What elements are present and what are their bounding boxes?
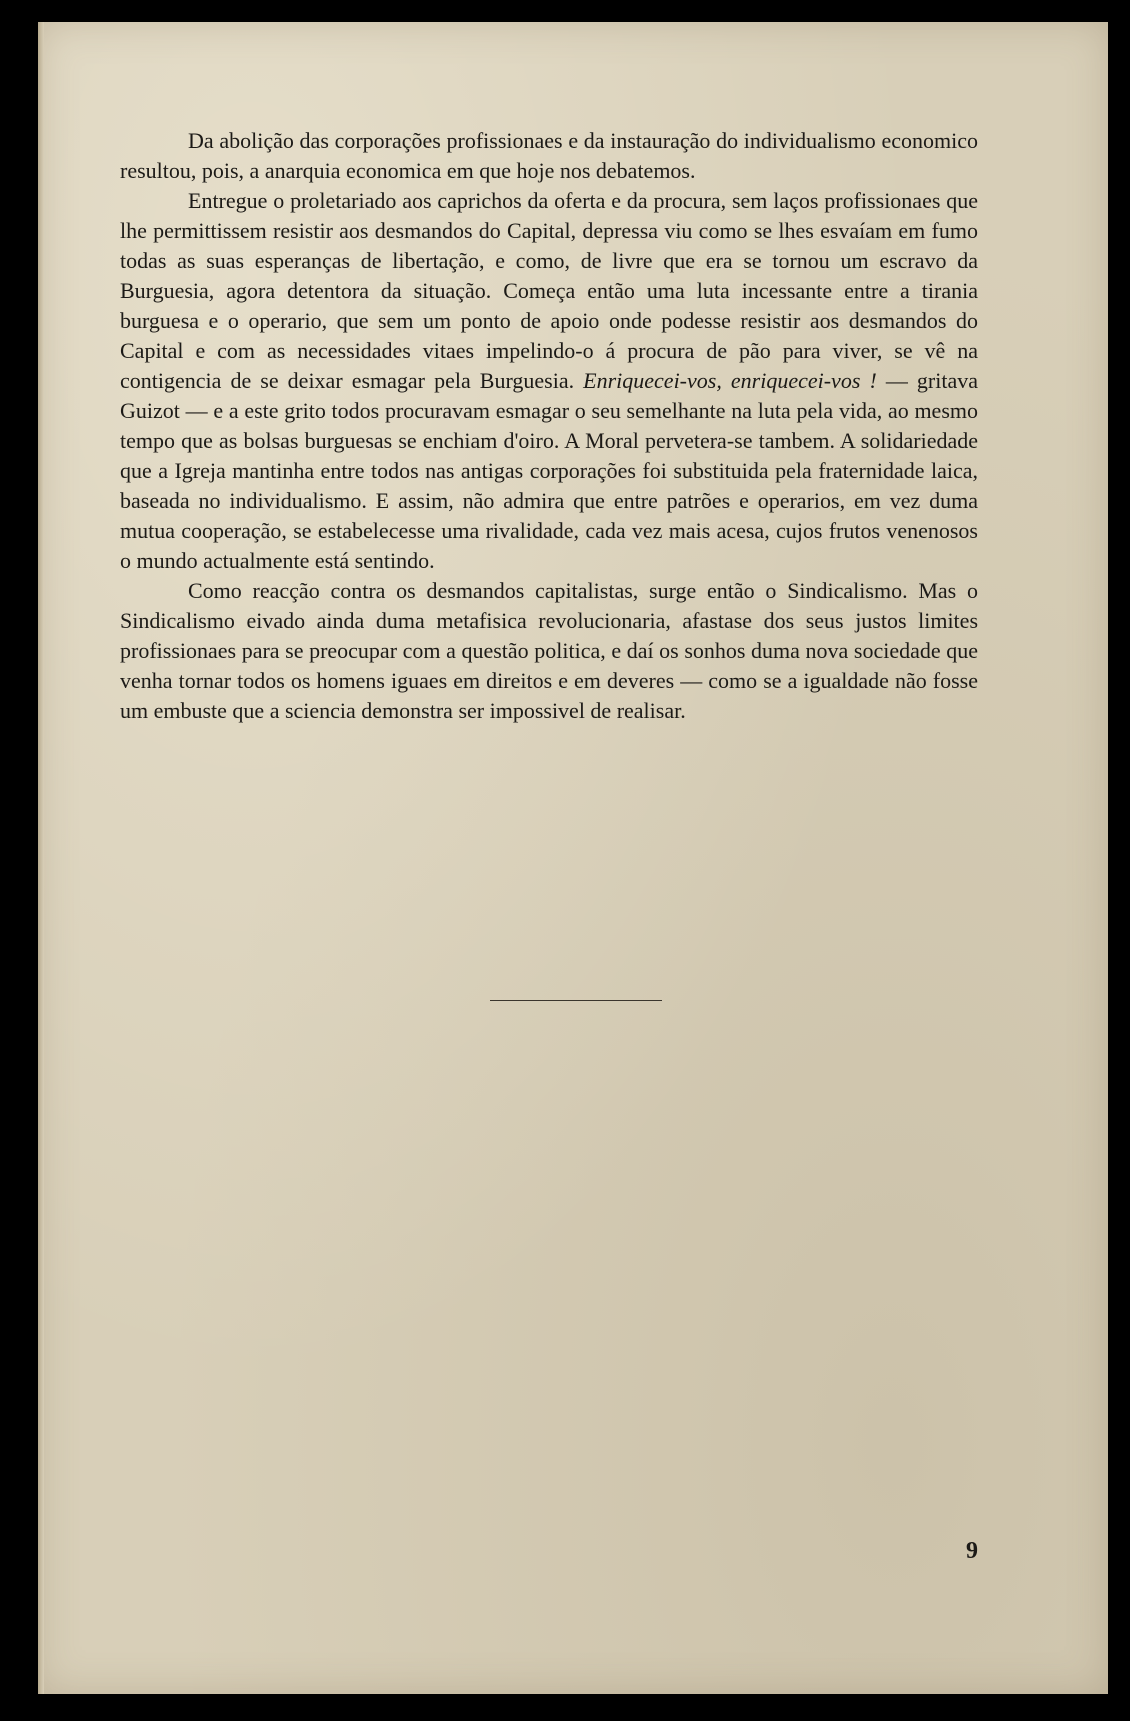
book-page (38, 22, 1108, 1694)
paragraph-2 (120, 186, 978, 576)
paragraph-3 (120, 576, 978, 726)
paragraph-2-text-a: Entregue o proletariado aos caprichos da oferta e da procura, sem laços profissionaes que lhe permittissem resistir aos desmandos do Capital, depressa viu como se lhes esvaíam em fumo todas as suas esperanças de libertação, e como, de livre que era se tornou um escravo da Burguesia, agora detentora da situação. Começa então uma luta incessante entre a tirania burguesa e o operario, que sem um ponto de apoio onde podesse resistir aos desmandos do Capital e com as necessidades vitaes impelindo-o á procura de pão para viver, se vê na contigencia de se deixar esmagar pela Burguesia. (120, 188, 978, 393)
paragraph-2-quote: Enriquecei-vos, enriquecei-vos ! (583, 368, 877, 393)
paragraph-2-text-b: — gritava Guizot — e a este grito todos procuravam esmagar o seu semelhante na luta pela vida, ao mesmo tempo que as bolsas burguesas se enchiam d'oiro. A Moral pervetera-se tambem. A solidariedade que a Igreja mantinha entre todos nas antigas corporações foi substituida pela fraternidade laica, baseada no individualismo. E assim, não admira que entre patrões e operarios, em vez duma mutua cooperação, se estabelecesse uma rivalidade, cada vez mais acesa, cujos frutos venenosos o mundo actualmente está sentindo. (120, 368, 978, 573)
paragraph-3-text: Como reacção contra os desmandos capitalistas, surge então o Sindicalismo. Mas o Sindicalismo eivado ainda duma metafisica revolucionaria, afastase dos seus justos limites profissionaes para se preocupar com a questão politica, e daí os sonhos duma nova sociedade que venha tornar todos os homens iguaes em direitos e em deveres — como se a igualdade não fosse um embuste que a sciencia demonstra ser impossivel de realisar. (120, 578, 978, 723)
page-number: 9 (966, 1538, 978, 1564)
paragraph-1 (120, 126, 978, 186)
page-gutter (38, 22, 44, 1694)
paragraph-1-text: Da abolição das corporações profissionaes e da instauração do individualismo economico resultou, pois, a anarquia economica em que hoje nos debatemos. (120, 128, 978, 183)
section-divider (490, 1000, 662, 1001)
body-text (120, 126, 978, 726)
